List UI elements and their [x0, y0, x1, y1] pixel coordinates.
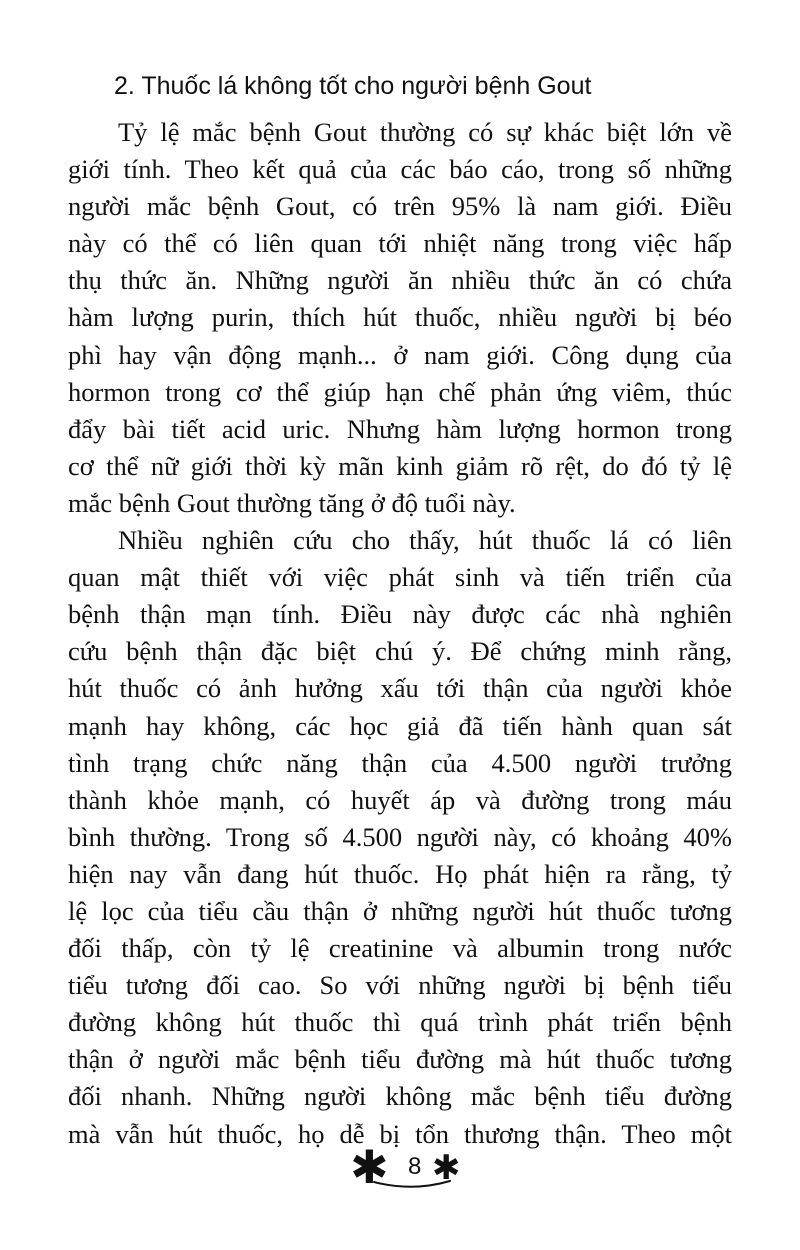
text-line: thụ thức ăn. Những người ăn nhiều thức ăn có chứa [68, 265, 732, 296]
text-line: mạnh hay không, các học giả đã tiến hành quan sát [68, 710, 732, 741]
paragraph-2 [68, 522, 732, 1153]
text-line: thành khỏe mạnh, có huyết áp và đường trong máu [68, 784, 732, 815]
text-line: mà vẫn hút thuốc, họ dễ bị tổn thương thận. Theo một [68, 1118, 732, 1149]
text-line: quan mật thiết với việc phát sinh và tiến triển của [68, 562, 732, 593]
text-line: bình thường. Trong số 4.500 người này, có khoảng 40% [68, 821, 732, 852]
page-footer [350, 1140, 461, 1200]
text-line: hút thuốc có ảnh hưởng xấu tới thận của người khỏe [68, 673, 732, 704]
asterisk-icon: ✱ [432, 1148, 461, 1188]
text-line: cơ thể nữ giới thời kỳ mãn kinh giảm rõ rệt, do đó tỷ lệ [68, 450, 732, 481]
text-line: tình trạng chức năng thận của 4.500 người trưởng [68, 747, 732, 778]
text-line: này có thể có liên quan tới nhiệt năng trong việc hấp [68, 228, 732, 259]
paragraph-1 [68, 114, 732, 522]
swoosh-ornament-icon [372, 1178, 452, 1192]
text-line: đường không hút thuốc thì quá trình phát triển bệnh [68, 1007, 732, 1038]
text-line: phì hay vận động mạnh... ở nam giới. Công dụng của [68, 339, 732, 370]
body-text [68, 114, 732, 1153]
text-line: giới tính. Theo kết quả của các báo cáo, trong số những [68, 154, 732, 185]
asterisk-icon: ✱ [350, 1140, 389, 1194]
text-line: người mắc bệnh Gout, có trên 95% là nam giới. Điều [68, 191, 732, 222]
section-heading: 2. Thuốc lá không tốt cho người bệnh Gout [114, 72, 592, 100]
page-number: 8 [408, 1153, 422, 1180]
text-line: tiểu tương đối cao. So với những người bị bệnh tiểu [68, 970, 732, 1001]
text-line: Nhiều nghiên cứu cho thấy, hút thuốc lá có liên [118, 525, 732, 556]
text-line: lệ lọc của tiểu cầu thận ở những người hút thuốc tương [68, 895, 732, 926]
text-line: hormon trong cơ thể giúp hạn chế phản ứng viêm, thúc [68, 376, 732, 407]
text-line: hàm lượng purin, thích hút thuốc, nhiều người bị béo [68, 302, 732, 333]
text-line: bệnh thận mạn tính. Điều này được các nhà nghiên [68, 599, 732, 630]
text-line: hiện nay vẫn đang hút thuốc. Họ phát hiện ra rằng, tỷ [68, 858, 732, 889]
text-line: đối nhanh. Những người không mắc bệnh tiểu đường [68, 1081, 732, 1112]
text-line: đối thấp, còn tỷ lệ creatinine và albumin trong nước [68, 933, 732, 964]
text-line: Tỷ lệ mắc bệnh Gout thường có sự khác biệt lớn về [118, 117, 732, 147]
text-line: mắc bệnh Gout thường tăng ở độ tuổi này. [68, 487, 516, 518]
text-line: đẩy bài tiết acid uric. Nhưng hàm lượng hormon trong [68, 413, 732, 444]
text-line: cứu bệnh thận đặc biệt chú ý. Để chứng minh rằng, [68, 636, 732, 667]
text-line: thận ở người mắc bệnh tiểu đường mà hút thuốc tương [68, 1044, 732, 1075]
